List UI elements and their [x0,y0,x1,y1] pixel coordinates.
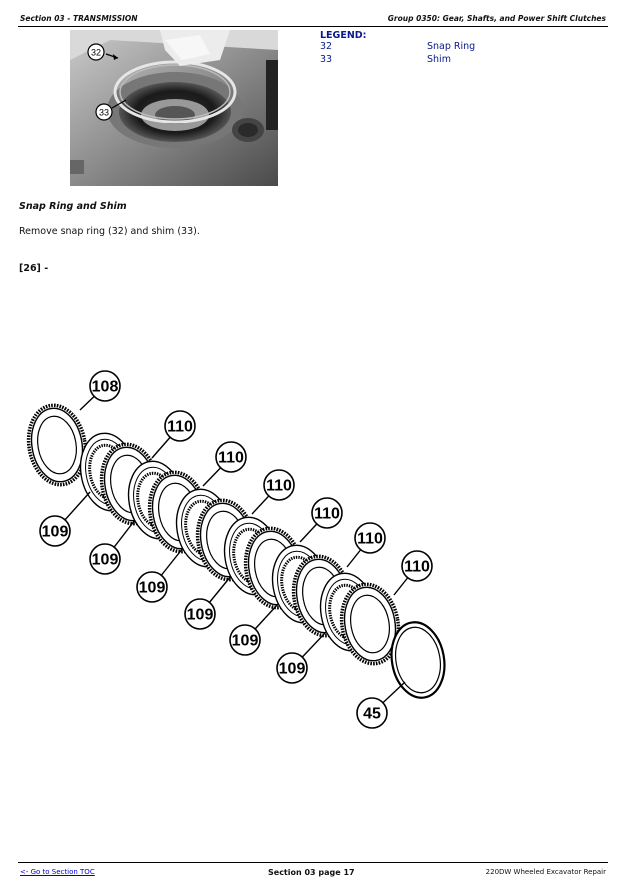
callout-number: 45 [363,705,381,723]
legend-label: Shim [427,54,451,65]
footer-rule [18,862,608,863]
header-group: Group 0350: Gear, Shafts, and Power Shift Clutches [387,14,606,23]
legend-num: 32 [320,41,333,52]
instruction-text: Remove snap ring (32) and shim (33). [19,226,200,237]
callout-number: 110 [314,505,340,523]
callout-110 [264,470,294,500]
callout-number: 109 [186,606,214,624]
clutch-disc-exploded-diagram [20,362,460,732]
step-label: [26] - [19,263,49,274]
callout-110 [402,551,432,581]
callout-109 [90,544,120,574]
callout-number: 108 [91,378,119,396]
callout-number: 110 [404,558,430,576]
callout-33: 33 [98,107,110,118]
callout-110 [312,498,342,528]
callout-108 [90,371,120,401]
callout-110 [355,523,385,553]
callout-109 [40,516,70,546]
callout-110 [165,411,195,441]
model-name: 220DW Wheeled Excavator Repair [485,868,606,876]
callout-number: 110 [357,530,383,548]
legend-label: Snap Ring [427,41,476,52]
callout-number: 109 [41,523,69,541]
callout-number: 109 [138,579,166,597]
callout-110 [216,442,246,472]
callout-109 [230,625,260,655]
callout-number: 110 [218,449,244,467]
figure-caption: Snap Ring and Shim [19,201,127,212]
callout-number: 109 [231,632,259,650]
page-number: Section 03 page 17 [268,868,355,877]
legend-num: 33 [320,54,333,65]
callout-109 [185,599,215,629]
callout-109 [137,572,167,602]
toc-link[interactable]: <- Go to Section TOC [20,868,95,876]
callout-number: 109 [91,551,119,569]
callout-number: 109 [278,660,306,678]
header-section: Section 03 - TRANSMISSION [20,14,138,23]
legend-title: LEGEND: [320,30,367,41]
callout-32: 32 [90,47,102,58]
callout-109 [277,653,307,683]
header-rule [18,26,608,27]
callout-number: 110 [167,418,193,436]
callout-number: 110 [266,477,292,495]
callout-45 [357,698,387,728]
snap-ring-photo [70,30,278,186]
